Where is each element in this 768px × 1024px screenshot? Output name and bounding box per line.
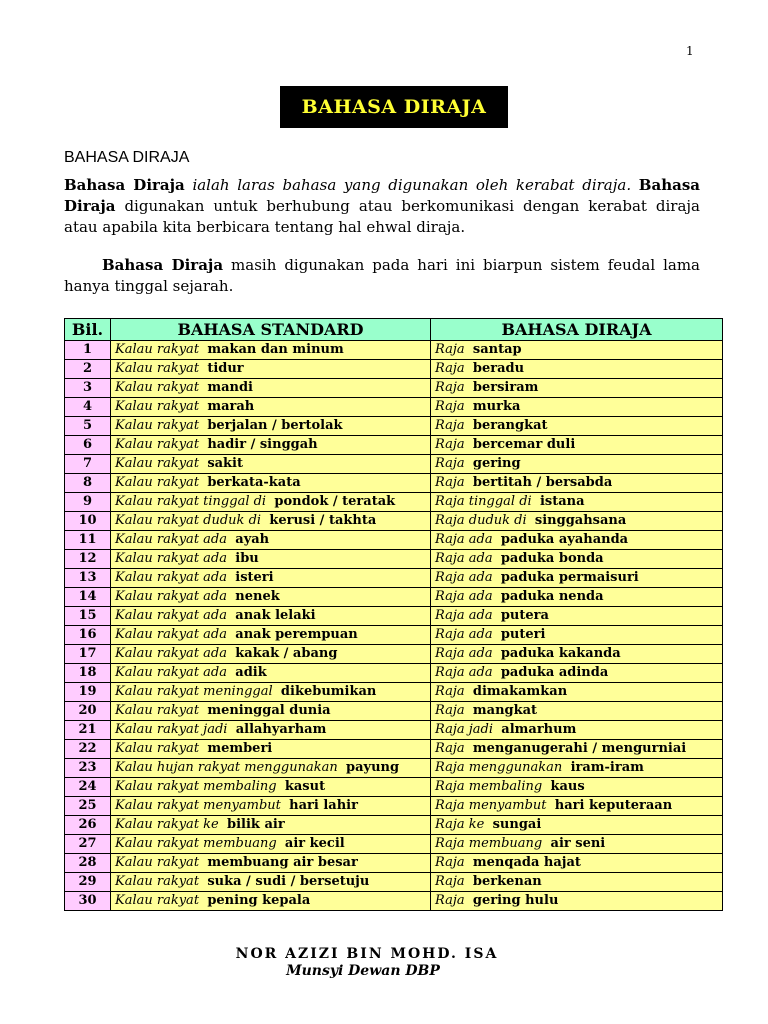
diraja-cell-word: almarhum [501,722,577,737]
diraja-cell-prefix: Raja ada [435,627,493,642]
diraja-cell-word: paduka permaisuri [500,570,639,585]
diraja-cell-prefix: Raja ada [435,589,493,604]
diraja-cell-prefix: Raja menyambut [435,798,547,813]
section-heading: BAHASA DIRAJA [64,149,190,166]
diraja-cell-prefix: Raja membuang [435,836,543,851]
table-row [65,512,723,531]
second-paragraph [64,255,700,297]
history-text: masih digunakan pada hari ini biarpun sistem feudal lama hanya tinggal sejarah. [64,256,700,295]
standard-cell-prefix: Kalau rakyat ada [115,570,227,585]
row-number: 23 [65,759,111,778]
diraja-cell-prefix: Raja ada [435,532,493,547]
standard-cell-word: memberi [207,741,273,756]
diraja-cell [431,436,723,455]
diraja-cell-prefix: Raja [435,437,465,452]
standard-cell-prefix: Kalau rakyat jadi [115,722,228,737]
row-number: 27 [65,835,111,854]
standard-cell-prefix: Kalau rakyat meninggal [115,684,273,699]
standard-cell-word: anak perempuan [235,627,358,642]
standard-cell-prefix: Kalau rakyat [115,703,200,718]
table-row [65,588,723,607]
row-number: 13 [65,569,111,588]
standard-cell-word: mandi [207,380,253,395]
row-number: 18 [65,664,111,683]
document-title: BAHASA DIRAJA [301,96,487,118]
standard-cell-word: ibu [235,551,259,566]
standard-cell [111,512,431,531]
row-number: 4 [65,398,111,417]
vocabulary-table [64,318,723,911]
table-row [65,873,723,892]
standard-cell [111,778,431,797]
standard-cell-word: payung [346,760,400,775]
standard-cell-word: allahyarham [235,722,327,737]
table-body [65,341,723,911]
standard-cell [111,664,431,683]
diraja-cell-word: gering hulu [472,893,559,908]
diraja-cell [431,341,723,360]
row-number: 2 [65,360,111,379]
diraja-cell-word: air seni [550,836,606,851]
standard-cell [111,436,431,455]
table-row [65,379,723,398]
standard-cell-prefix: Kalau rakyat ke [115,817,219,832]
standard-cell-word: hari lahir [289,798,358,813]
diraja-cell-word: berangkat [472,418,548,433]
diraja-cell-prefix: Raja [435,380,465,395]
row-number: 20 [65,702,111,721]
diraja-cell-word: sungai [492,817,542,832]
standard-cell-word: marah [207,399,255,414]
diraja-cell-prefix: Raja ke [435,817,485,832]
table-row [65,474,723,493]
standard-cell [111,892,431,911]
standard-cell [111,474,431,493]
term-bahasa-diraja: Bahasa Diraja [64,176,700,215]
standard-cell-prefix: Kalau rakyat [115,361,200,376]
diraja-cell [431,759,723,778]
diraja-cell [431,645,723,664]
diraja-cell-prefix: Raja ada [435,646,493,661]
standard-cell-prefix: Kalau rakyat ada [115,551,227,566]
diraja-cell [431,702,723,721]
table-row [65,854,723,873]
standard-cell-prefix: Kalau rakyat [115,874,200,889]
table-row [65,664,723,683]
diraja-cell-word: mangkat [472,703,538,718]
table-row [65,550,723,569]
row-number: 9 [65,493,111,512]
standard-cell-prefix: Kalau rakyat [115,437,200,452]
diraja-cell [431,873,723,892]
diraja-cell [431,398,723,417]
standard-cell [111,854,431,873]
diraja-cell-prefix: Raja [435,855,465,870]
standard-cell-prefix: Kalau rakyat [115,456,200,471]
table-row [65,816,723,835]
standard-cell [111,702,431,721]
diraja-cell-word: beradu [472,361,525,376]
standard-cell-word: anak lelaki [235,608,316,623]
table-row [65,398,723,417]
standard-cell-word: kerusi / takhta [269,513,377,528]
table-row [65,607,723,626]
standard-cell-prefix: Kalau rakyat menyambut [115,798,281,813]
diraja-cell [431,664,723,683]
table-row [65,721,723,740]
standard-cell-prefix: Kalau rakyat [115,380,200,395]
diraja-cell-word: paduka adinda [500,665,609,680]
standard-cell [111,797,431,816]
diraja-cell-word: kaus [550,779,585,794]
standard-cell-word: berjalan / bertolak [207,418,343,433]
diraja-cell-prefix: Raja ada [435,665,493,680]
standard-cell [111,645,431,664]
diraja-cell [431,626,723,645]
row-number: 22 [65,740,111,759]
term-bahasa-diraja: Bahasa Diraja [64,176,185,194]
diraja-cell-word: puteri [500,627,546,642]
row-number: 14 [65,588,111,607]
row-number: 3 [65,379,111,398]
row-number: 28 [65,854,111,873]
author-role: Munsyi Dewan DBP [286,963,440,979]
diraja-cell-prefix: Raja [435,418,465,433]
row-number: 21 [65,721,111,740]
diraja-cell-word: paduka nenda [500,589,604,604]
standard-cell [111,360,431,379]
standard-cell [111,398,431,417]
table-row [65,892,723,911]
standard-cell-prefix: Kalau rakyat [115,399,200,414]
table-row [65,740,723,759]
diraja-cell [431,797,723,816]
standard-cell [111,417,431,436]
diraja-cell-prefix: Raja [435,456,465,471]
diraja-cell-word: bersiram [472,380,539,395]
row-number: 5 [65,417,111,436]
row-number: 16 [65,626,111,645]
table-row [65,569,723,588]
diraja-cell-prefix: Raja [435,399,465,414]
standard-cell-prefix: Kalau rakyat ada [115,665,227,680]
row-number: 8 [65,474,111,493]
diraja-cell-word: paduka bonda [500,551,604,566]
row-number: 25 [65,797,111,816]
standard-cell [111,379,431,398]
table-row [65,417,723,436]
table-row [65,702,723,721]
standard-cell [111,816,431,835]
standard-cell-word: meninggal dunia [207,703,331,718]
diraja-cell-word: menganugerahi / mengurniai [472,741,687,756]
standard-cell-prefix: Kalau rakyat membuang [115,836,277,851]
diraja-cell [431,892,723,911]
diraja-cell [431,360,723,379]
diraja-cell-word: berkenan [472,874,542,889]
standard-cell-word: dikebumikan [280,684,377,699]
diraja-cell-prefix: Raja [435,874,465,889]
table-row [65,759,723,778]
standard-cell-word: pondok / teratak [274,494,396,509]
standard-cell-prefix: Kalau rakyat [115,893,200,908]
diraja-cell [431,816,723,835]
standard-cell-word: suka / sudi / bersetuju [207,874,370,889]
standard-cell-word: ayah [235,532,270,547]
standard-cell-prefix: Kalau rakyat ada [115,627,227,642]
standard-cell [111,873,431,892]
diraja-cell [431,550,723,569]
standard-cell [111,341,431,360]
standard-cell [111,759,431,778]
diraja-cell-word: paduka kakanda [500,646,621,661]
standard-cell-word: berkata-kata [207,475,301,490]
diraja-cell [431,854,723,873]
diraja-cell [431,569,723,588]
row-number: 15 [65,607,111,626]
title-banner [280,86,508,128]
table-row [65,341,723,360]
row-number: 29 [65,873,111,892]
table-row [65,531,723,550]
table-row [65,493,723,512]
diraja-cell [431,417,723,436]
diraja-cell-prefix: Raja [435,703,465,718]
diraja-cell-word: bercemar duli [472,437,576,452]
diraja-cell-word: murka [472,399,521,414]
standard-cell-prefix: Kalau rakyat ada [115,646,227,661]
table-row [65,455,723,474]
diraja-cell-prefix: Raja [435,361,465,376]
author-name: NOR AZIZI BIN MOHD. ISA [235,946,499,962]
standard-cell-word: tidur [207,361,244,376]
diraja-cell [431,512,723,531]
column-header-number: Bil. [65,319,111,341]
standard-cell-word: isteri [235,570,274,585]
diraja-cell-prefix: Raja [435,741,465,756]
diraja-cell [431,740,723,759]
standard-cell [111,607,431,626]
row-number: 10 [65,512,111,531]
diraja-cell [431,531,723,550]
standard-cell-word: adik [235,665,267,680]
standard-cell-prefix: Kalau rakyat ada [115,589,227,604]
table-row [65,645,723,664]
row-number: 30 [65,892,111,911]
table-row [65,436,723,455]
diraja-cell-prefix: Raja membaling [435,779,543,794]
row-number: 19 [65,683,111,702]
diraja-cell-word: paduka ayahanda [500,532,629,547]
intro-paragraph [64,175,700,238]
diraja-cell [431,721,723,740]
table-row [65,360,723,379]
standard-cell [111,835,431,854]
table-row [65,778,723,797]
diraja-cell-prefix: Raja [435,475,465,490]
standard-cell-word: sakit [207,456,244,471]
usage-text: digunakan untuk berhubung atau berkomunikasi dengan kerabat diraja atau apabila kita berbicara tentang hal ehwal diraja. [64,197,700,236]
diraja-cell [431,607,723,626]
diraja-cell-word: putera [500,608,549,623]
row-number: 12 [65,550,111,569]
diraja-cell-word: gering [472,456,521,471]
diraja-cell-word: menqada hajat [472,855,581,870]
page-number: 1 [686,44,694,58]
row-number: 17 [65,645,111,664]
standard-cell-prefix: Kalau rakyat ada [115,532,227,547]
table-row [65,835,723,854]
diraja-cell-word: dimakamkan [472,684,568,699]
standard-cell [111,740,431,759]
diraja-cell-prefix: Raja tinggal di [435,494,532,509]
standard-cell [111,569,431,588]
diraja-cell-prefix: Raja [435,684,465,699]
standard-cell [111,550,431,569]
diraja-cell-prefix: Raja ada [435,608,493,623]
diraja-cell-prefix: Raja [435,893,465,908]
standard-cell-word: hadir / singgah [207,437,318,452]
row-number: 1 [65,341,111,360]
standard-cell-prefix: Kalau rakyat [115,741,200,756]
table-row [65,797,723,816]
diraja-cell-word: iram-iram [570,760,644,775]
standard-cell-prefix: Kalau hujan rakyat menggunakan [115,760,338,775]
row-number: 11 [65,531,111,550]
standard-cell [111,455,431,474]
column-header-standard: BAHASA STANDARD [111,319,431,341]
diraja-cell [431,493,723,512]
standard-cell [111,531,431,550]
diraja-cell-prefix: Raja ada [435,551,493,566]
standard-cell-prefix: Kalau rakyat membaling [115,779,277,794]
diraja-cell [431,835,723,854]
standard-cell-prefix: Kalau rakyat ada [115,608,227,623]
diraja-cell-prefix: Raja [435,342,465,357]
diraja-cell [431,474,723,493]
standard-cell-prefix: Kalau rakyat [115,418,200,433]
diraja-cell-prefix: Raja duduk di [435,513,527,528]
standard-cell [111,588,431,607]
diraja-cell-prefix: Raja jadi [435,722,494,737]
standard-cell-word: kakak / abang [235,646,338,661]
standard-cell [111,683,431,702]
diraja-cell-word: singgahsana [534,513,627,528]
diraja-cell-prefix: Raja menggunakan [435,760,563,775]
standard-cell-word: nenek [235,589,280,604]
standard-cell-word: membuang air besar [207,855,358,870]
diraja-cell-word: istana [539,494,585,509]
standard-cell-word: kasut [284,779,326,794]
standard-cell-prefix: Kalau rakyat tinggal di [115,494,267,509]
standard-cell-word: bilik air [227,817,285,832]
diraja-cell-prefix: Raja ada [435,570,493,585]
diraja-cell [431,683,723,702]
standard-cell-word: air kecil [284,836,345,851]
diraja-cell [431,588,723,607]
diraja-cell-word: hari keputeraan [554,798,673,813]
standard-cell-prefix: Kalau rakyat [115,342,200,357]
term-bahasa-diraja: Bahasa Diraja [102,256,224,274]
standard-cell-word: pening kepala [207,893,311,908]
table-row [65,626,723,645]
definition-text: ialah laras bahasa yang digunakan oleh kerabat diraja. [184,176,632,194]
row-number: 26 [65,816,111,835]
table-header-row [65,319,723,341]
row-number: 24 [65,778,111,797]
standard-cell-prefix: Kalau rakyat duduk di [115,513,262,528]
standard-cell [111,626,431,645]
diraja-cell-word: santap [472,342,522,357]
standard-cell-prefix: Kalau rakyat [115,855,200,870]
diraja-cell [431,379,723,398]
standard-cell-word: makan dan minum [207,342,344,357]
diraja-cell-word: bertitah / bersabda [472,475,613,490]
row-number: 6 [65,436,111,455]
diraja-cell [431,455,723,474]
row-number: 7 [65,455,111,474]
standard-cell-prefix: Kalau rakyat [115,475,200,490]
standard-cell [111,493,431,512]
standard-cell [111,721,431,740]
column-header-diraja: BAHASA DIRAJA [431,319,723,341]
table-row [65,683,723,702]
diraja-cell [431,778,723,797]
